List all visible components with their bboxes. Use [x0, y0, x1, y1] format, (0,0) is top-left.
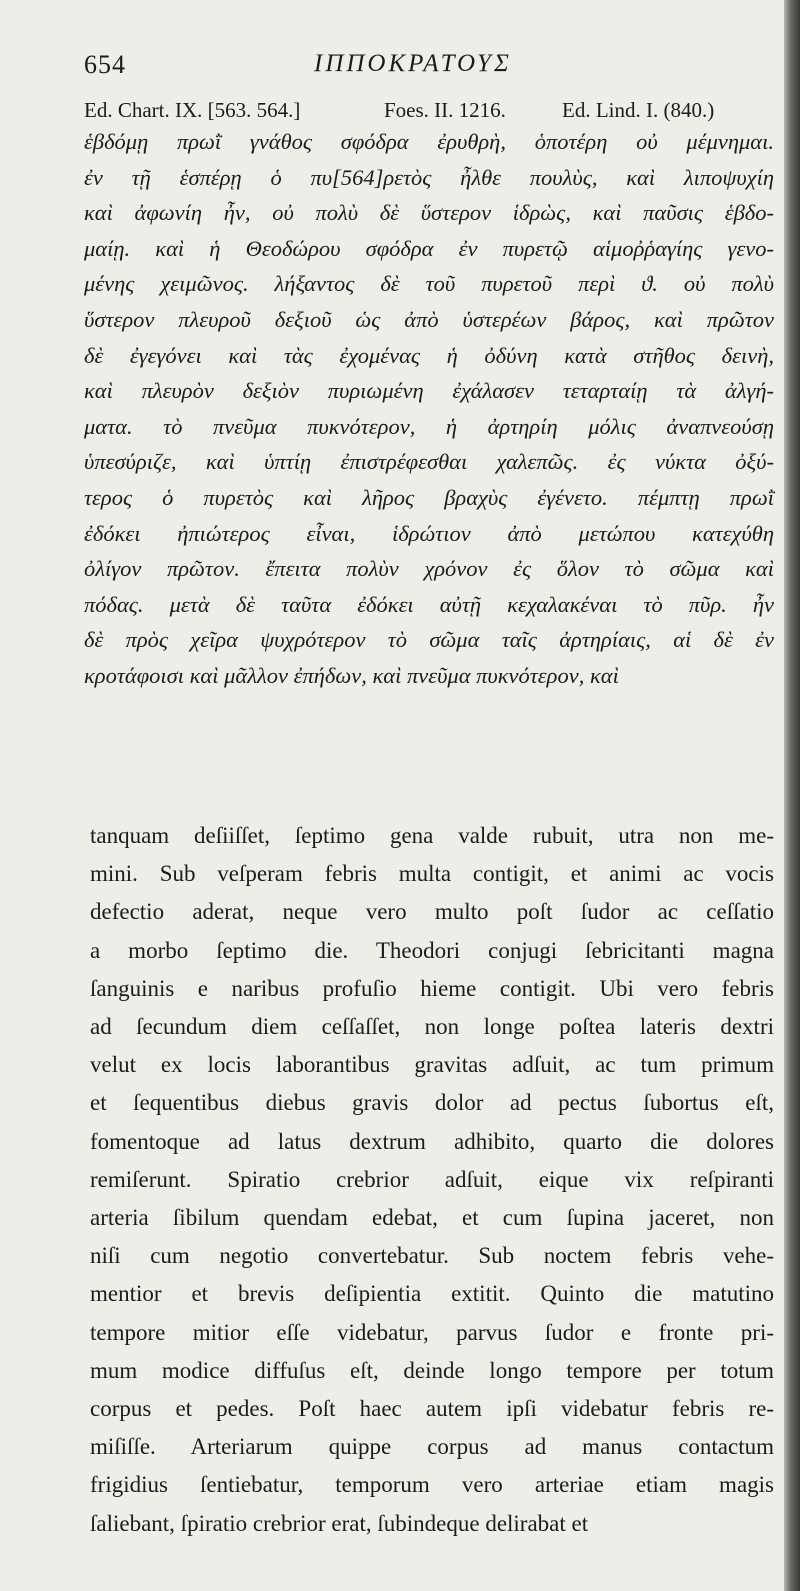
latin-text-line: frigidius ſentiebatur, temporum vero arteriae etiam magis: [90, 1472, 774, 1498]
greek-text-line: μαίῃ. καὶ ἡ Θεοδώρου σφόδρα ἐν πυρετῷ αἱμοῤῥαγίης γενο-: [84, 235, 774, 261]
latin-text-line: a morbo ſeptimo die. Theodori conjugi ſebricitanti magna: [90, 937, 774, 963]
greek-text-line: ματα. τὸ πνεῦμα πυκνότερον, ἡ ἀρτηρίη μόλις ἀναπνεούσῃ: [84, 413, 774, 439]
greek-text-line: δὲ ἐγεγόνει καὶ τὰς ἐχομένας ἡ ὀδύνη κατὰ στῆθος δεινὴ,: [84, 342, 774, 368]
greek-text-line: μένης χειμῶνος. λήξαντος δὲ τοῦ πυρετοῦ περὶ ϑ. οὐ πολὺ: [84, 271, 774, 297]
greek-text-line: τερος ὁ πυρετὸς καὶ λῆρος βραχὺς ἐγένετο. πέμπτῃ πρωῒ: [84, 484, 774, 510]
greek-text-line: κροτάφοισι καὶ μᾶλλον ἐπήδων, καὶ πνεῦμα πυκνότερον, καὶ: [84, 662, 619, 688]
edition-foes-ref: Foes. II. 1216.: [384, 98, 506, 122]
latin-text-line: ſanguinis e naribus profuſio hieme contigit. Ubi vero febris: [90, 975, 774, 1001]
greek-text-line: ὑπεσύριζε, καὶ ὑπτίῃ ἐπιστρέφεσθαι χαλεπῶς. ἐς νύκτα ὀξύ-: [84, 449, 774, 475]
greek-text-line: ἐδόκει ἠπιώτερος εἶναι, ἱδρώτιον ἀπὸ μετώπου κατεχύθη: [84, 520, 774, 546]
latin-text-line: defectio aderat, neque vero multo poſt ſudor ac ceſſatio: [90, 899, 774, 925]
greek-text-line: καὶ πλευρὸν δεξιὸν πυριωμένη ἐχάλασεν τεταρταίῃ τὰ ἀλγή-: [84, 378, 774, 404]
latin-text-line: et ſequentibus diebus gravis dolor ad pectus ſubortus eſt,: [90, 1090, 774, 1116]
greek-text-line: καὶ ἀφωνίη ἦν, οὐ πολὺ δὲ ὕστερον ἱδρὼς, καὶ παῦσις ἑβδο-: [84, 200, 774, 226]
latin-text-line: niſi cum negotio convertebatur. Sub noctem febris vehe-: [90, 1243, 774, 1269]
latin-text-block: [90, 817, 774, 1543]
latin-text-line: mini. Sub veſperam febris multa contigit, et animi ac vocis: [90, 861, 774, 887]
edition-lind-ref: Ed. Lind. I. (840.): [562, 98, 715, 122]
latin-text-line: tanquam deſiiſſet, ſeptimo gena valde rubuit, utra non me-: [90, 823, 774, 848]
greek-text-block: [84, 124, 774, 694]
greek-text-line: ἐν τῇ ἑσπέρῃ ὁ πυ[564]ρετὸς ἦλθε πουλὺς, καὶ λιποψυχίη: [84, 164, 774, 190]
running-title: ΙΠΠΟΚΡΑΤΟΥΣ: [314, 50, 512, 77]
greek-text-line: δὲ πρὸς χεῖρα ψυχρότερον τὸ σῶμα ταῖς ἀρτηρίαις, αἱ δὲ ἐν: [84, 627, 774, 653]
latin-text-line: mum modice diffuſus eſt, deinde longo tempore per totum: [90, 1357, 774, 1383]
greek-text-line: ὕστερον πλευροῦ δεξιοῦ ὡς ἀπὸ ὑστερέων βάρος, καὶ πρῶτον: [84, 306, 774, 332]
latin-text-line: velut ex locis laborantibus gravitas adſuit, ac tum primum: [90, 1052, 774, 1078]
greek-text-line: πόδας. μετὰ δὲ ταῦτα ἐδόκει αὐτῇ κεχαλακέναι τὸ πῦρ. ἦν: [84, 591, 774, 617]
page-header: [84, 44, 754, 84]
greek-text-line: ἑβδόμῃ πρωῒ γνάθος σφόδρα ἐρυθρὴ, ὁποτέρη οὐ μέμνημαι.: [84, 129, 774, 154]
latin-text-line: tempore mitior eſſe videbatur, parvus ſudor e fronte pri-: [90, 1319, 774, 1345]
latin-text-line: miſiſſe. Arteriarum quippe corpus ad manus contactum: [90, 1434, 774, 1460]
latin-text-line: fomentoque ad latus dextrum adhibito, quarto die dolores: [90, 1128, 774, 1154]
latin-text-line: ad ſecundum diem ceſſaſſet, non longe poſtea lateris dextri: [90, 1014, 774, 1040]
latin-text-line: mentior et brevis deſipientia extitit. Quinto die matutino: [90, 1281, 774, 1307]
latin-text-line: remiſerunt. Spiratio crebrior adſuit, eique vix reſpiranti: [90, 1166, 774, 1192]
greek-text-line: ὀλίγον πρῶτον. ἔπειτα πολὺν χρόνον ἐς ὅλον τὸ σῶμα καὶ: [84, 556, 774, 582]
page-gutter-shadow: [784, 0, 800, 1591]
latin-text-line: corpus et pedes. Poſt haec autem ipſi videbatur febris re-: [90, 1396, 774, 1422]
page-number: 654: [84, 50, 126, 79]
edition-chart-ref: Ed. Chart. IX. [563. 564.]: [84, 98, 301, 122]
latin-text-line: ſaliebant, ſpiratio crebrior erat, ſubindeque delirabat et: [90, 1510, 589, 1536]
latin-text-line: arteria ſibilum quendam edebat, et cum ſupina jaceret, non: [90, 1205, 774, 1231]
